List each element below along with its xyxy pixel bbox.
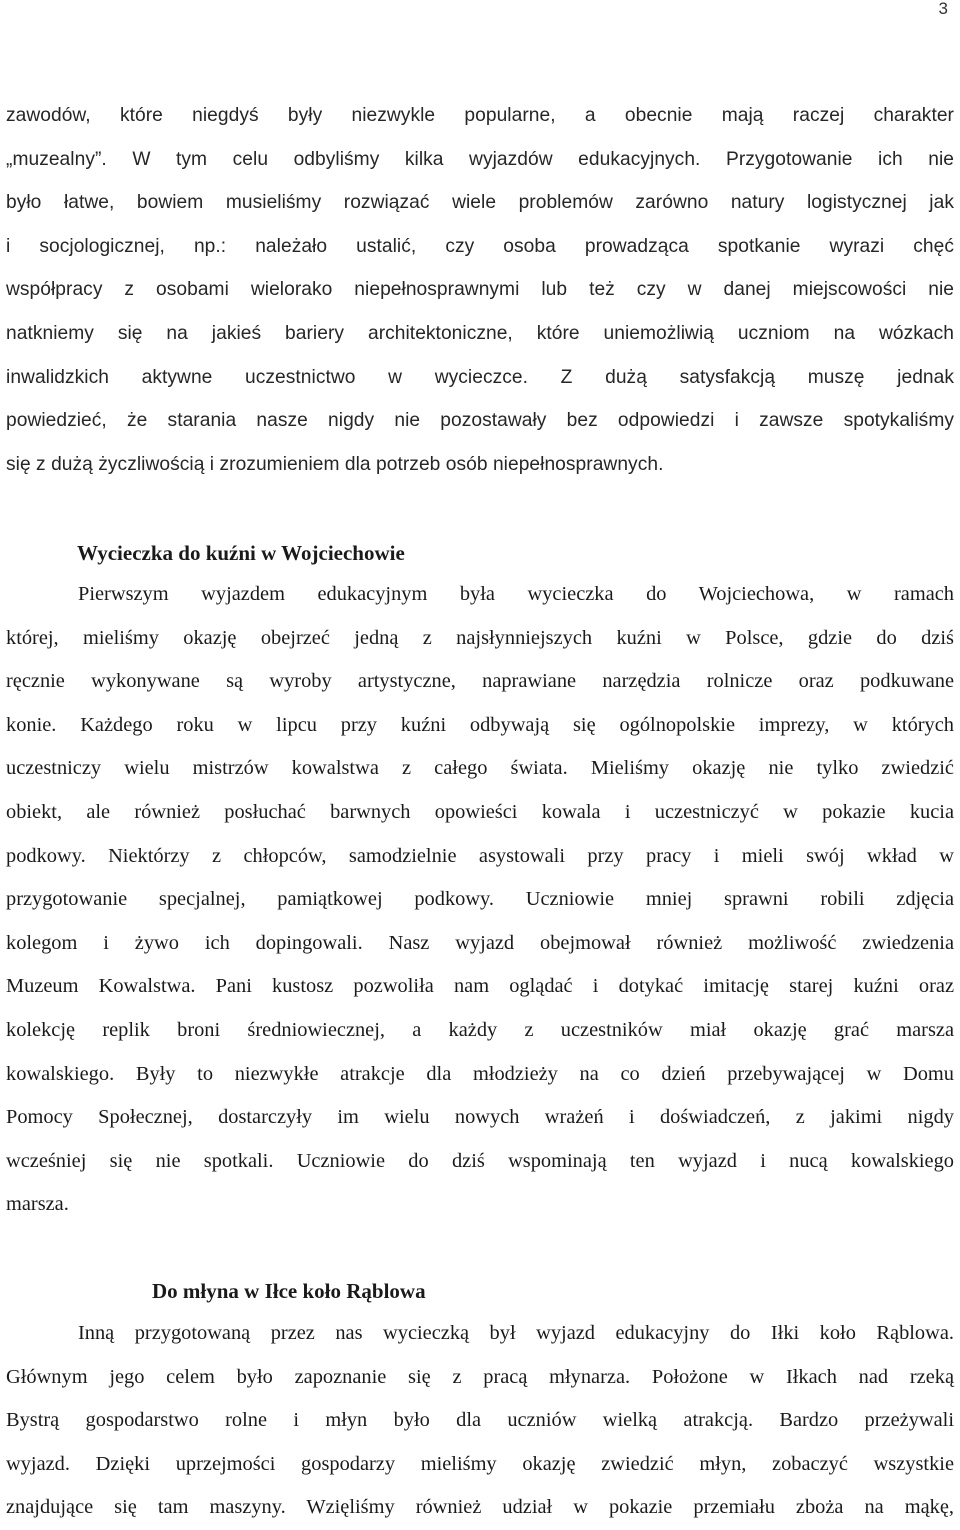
text-line: której, mieliśmy okazję obejrzeć jedną z najsłynniejszych kuźni w Polsce, gdzie do dziś bbox=[6, 626, 954, 649]
text-line: przygotowanie specjalnej, pamiątkowej podkowy. Uczniowie mniej sprawni robili zdjęcia bbox=[6, 888, 954, 911]
text-line: wyjazd. Dzięki uprzejmości gospodarzy mieliśmy okazję zwiedzić młyn, zobaczyć wszystkie bbox=[6, 1452, 954, 1475]
text-line: ręcznie wykonywane są wyroby artystyczne, naprawiane narzędzia rolnicze oraz podkuwane bbox=[6, 670, 954, 693]
text-line: podkowy. Niektórzy z chłopców, samodzielnie asystowali przy pracy i mieli swój wkład w bbox=[6, 844, 954, 867]
text-line-content: Pierwszym wyjazdem edukacyjnym była wycieczka do Wojciechowa, w ramach bbox=[78, 583, 954, 605]
text-line-content: Inną przygotowaną przez nas wycieczką był wyjazd edukacyjny do Iłki koło Rąblowa. bbox=[78, 1322, 954, 1344]
text-line: współpracy z osobami wielorako niepełnosprawnymi lub też czy w danej miejscowości nie bbox=[6, 279, 954, 301]
text-line bbox=[6, 1312, 954, 1356]
text-line: znajdujące się tam maszyny. Wzięliśmy również udział w pokazie przemiału zboża na mąkę, bbox=[6, 1496, 954, 1519]
text-line: inwalidzkich aktywne uczestnictwo w wycieczce. Z dużą satysfakcją muszę jednak bbox=[6, 366, 954, 388]
text-line: Bystrą gospodarstwo rolne i młyn było dla uczniów wielką atrakcją. Bardzo przeżywali bbox=[6, 1409, 954, 1432]
text-line: zawodów, które niegdyś były niezwykle popularne, a obecnie mają raczej charakter bbox=[6, 105, 954, 126]
text-line: Głównym jego celem było zapoznanie się z pracą młynarza. Położone w Iłkach nad rzeką bbox=[6, 1365, 954, 1388]
text-line: wcześniej się nie spotkali. Uczniowie do dziś wspominają ten wyjazd i nucą kowalskiego bbox=[6, 1149, 954, 1172]
text-line: „muzealny”. W tym celu odbyliśmy kilka wyjazdów edukacyjnych. Przygotowanie ich nie bbox=[6, 148, 954, 170]
text-line: marsza. bbox=[6, 1193, 69, 1216]
text-line: kolegom i żywo ich dopingowali. Nasz wyjazd obejmował również możliwość zwiedzenia bbox=[6, 931, 954, 954]
page-number: 3 bbox=[938, 0, 948, 18]
text-line: i socjologicznej, np.: należało ustalić, czy osoba prowadząca spotkanie wyrazi chęć bbox=[6, 235, 954, 257]
text-line: kolekcję replik broni średniowiecznej, a każdy z uczestników miał okazję grać marsza bbox=[6, 1018, 954, 1041]
text-line: było łatwe, bowiem musieliśmy rozwiązać wiele problemów zarówno natury logistycznej jak bbox=[6, 192, 954, 214]
intro-paragraph bbox=[6, 94, 954, 486]
section-heading-kuznia: Wycieczka do kuźni w Wojciechowie bbox=[77, 541, 405, 565]
text-line: się z dużą życzliwością i zrozumieniem dla potrzeb osób niepełnosprawnych. bbox=[6, 453, 664, 475]
text-line: uczestniczy wielu mistrzów kowalstwa z całego świata. Mieliśmy okazję nie tylko zwiedzić bbox=[6, 757, 954, 780]
text-line: kowalskiego. Były to niezwykłe atrakcje dla młodzieży na co dzień przebywającej w Domu bbox=[6, 1062, 954, 1085]
text-line: konie. Każdego roku w lipcu przy kuźni odbywają się ogólnopolskie imprezy, w których bbox=[6, 713, 954, 736]
text-line: Pomocy Społecznej, dostarczyły im wielu nowych wrażeń i doświadczeń, z jakimi nigdy bbox=[6, 1106, 954, 1129]
text-line: powiedzieć, że starania nasze nigdy nie pozostawały bez odpowiedzi i zawsze spotykaliśmy bbox=[6, 410, 954, 432]
kuznia-paragraph bbox=[6, 573, 954, 1227]
text-line: Muzeum Kowalstwa. Pani kustosz pozwoliła nam oglądać i dotykać imitację starej kuźni oraz bbox=[6, 975, 954, 998]
text-line: obiekt, ale również posłuchać barwnych opowieści kowala i uczestniczyć w pokazie kucia bbox=[6, 800, 954, 823]
section-heading-mlyn: Do młyna w Iłce koło Rąblowa bbox=[152, 1279, 426, 1303]
mlyn-paragraph bbox=[6, 1312, 954, 1530]
text-line bbox=[6, 573, 954, 617]
text-line: natkniemy się na jakieś bariery architektoniczne, które uniemożliwią uczniom na wózkach bbox=[6, 322, 954, 344]
